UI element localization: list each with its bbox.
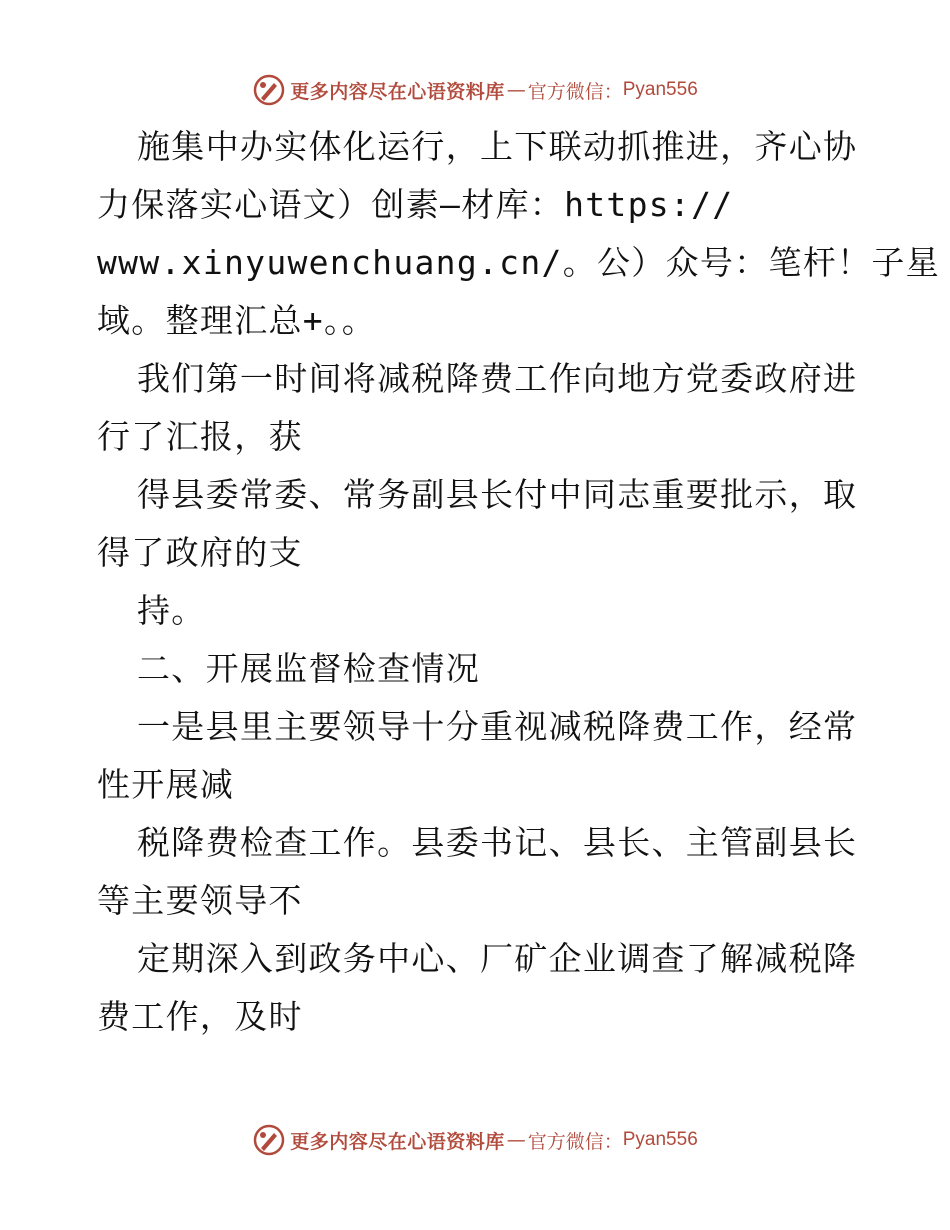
footer-separator: — [506, 1129, 526, 1151]
footer-brand: 更多内容尽在心语资料库 [290, 1130, 505, 1153]
body-line: 性开展减 [97, 765, 235, 804]
body-line: 行了汇报，获 [97, 417, 303, 456]
footer-wechat-label: 官方微信： [527, 1130, 623, 1153]
body-line: 一是县里主要领导十分重视减税降费工作，经常 [137, 707, 858, 746]
header-wechat-label: 官方微信： [527, 80, 623, 103]
body-line: 得县委常委、常务副县长付中同志重要批示，取 [137, 475, 858, 514]
body-line: 定期深入到政务中心、厂矿企业调查了解减税降 [137, 939, 858, 978]
document-body [97, 118, 940, 1046]
body-line: 施集中办实体化运行，上下联动抓推进，齐心协 [137, 127, 858, 166]
body-line: www.xinyuwenchuang.cn/。公）众号：笔杆！子星 [97, 243, 940, 282]
body-line: 税降费检查工作。县委书记、县长、主管副县长 [137, 823, 858, 862]
header-separator: — [506, 79, 526, 101]
body-line: 费工作，及时 [97, 997, 303, 1036]
body-line: 持。 [137, 591, 206, 630]
body-line: 力保落实心语文）创素—材库：https:// [97, 185, 734, 224]
header-banner [0, 70, 950, 110]
section-heading: 二、开展监督检查情况 [137, 649, 480, 688]
body-line: 域。整理汇总+。。 [97, 301, 377, 340]
header-wechat-id: Pyan556 [622, 79, 698, 100]
footer-wechat-id: Pyan556 [622, 1129, 698, 1150]
body-line: 得了政府的支 [97, 533, 303, 572]
footer-banner [0, 1120, 950, 1160]
body-line: 等主要领导不 [97, 881, 303, 920]
pen-logo-icon [252, 1123, 286, 1157]
body-line: 我们第一时间将减税降费工作向地方党委政府进 [137, 359, 858, 398]
header-brand: 更多内容尽在心语资料库 [290, 80, 505, 103]
pen-logo-icon [252, 73, 286, 107]
